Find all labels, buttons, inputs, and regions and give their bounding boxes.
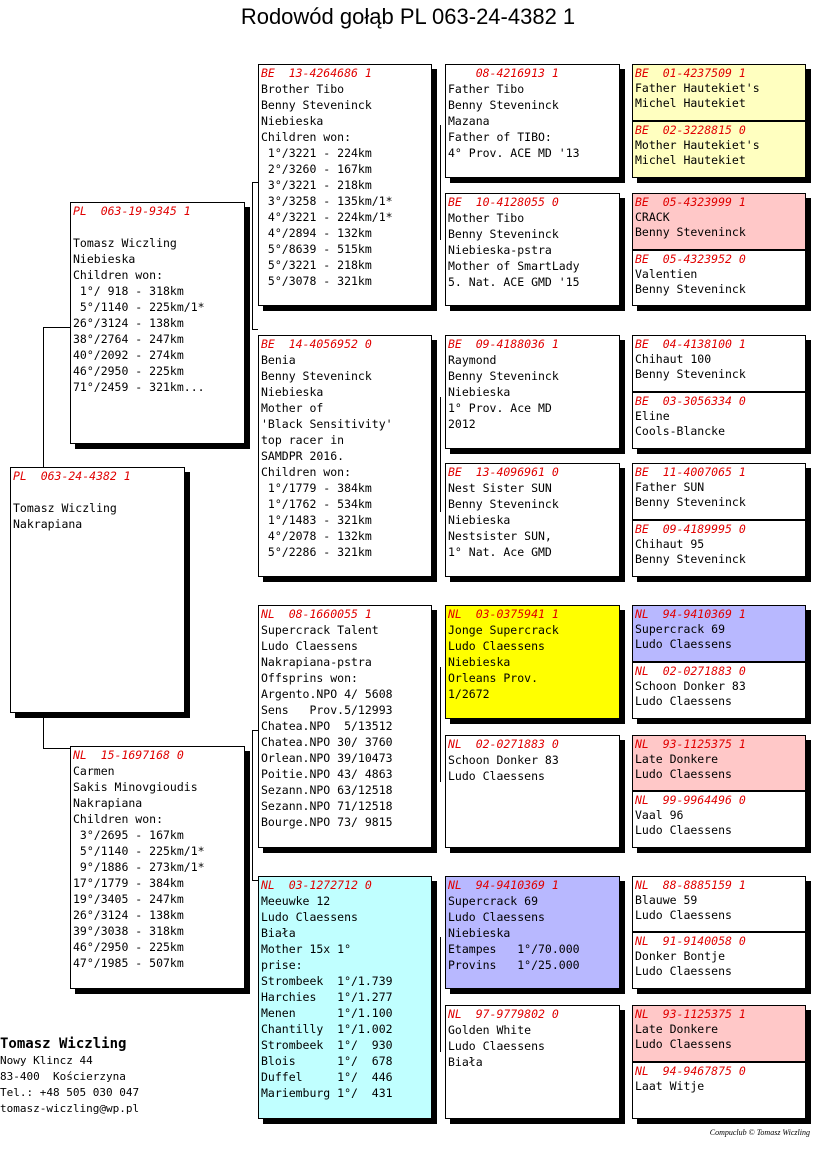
bird-details: [448, 352, 617, 432]
ring-number: NL 03-1272712 0: [261, 878, 372, 892]
bird-details: [635, 210, 803, 240]
bird-details: [635, 1079, 803, 1094]
bird-details: [448, 210, 617, 290]
connector-line: [252, 182, 253, 329]
detail-line: Donker Bontje: [635, 949, 726, 963]
detail-line: 2012: [448, 417, 476, 431]
detail-line: Ludo Claessens: [635, 1037, 732, 1051]
connector-line: [43, 327, 70, 328]
ring-number: NL 94-9467875 0: [635, 1064, 746, 1078]
detail-line: Benny Steveninck: [635, 367, 746, 381]
detail-line: Benny Steveninck: [635, 225, 746, 239]
detail-line: Late Donkere: [635, 1022, 719, 1036]
detail-line: Strombeek 1°/1.739: [261, 974, 393, 988]
ring-number: BE 10-4128055 0: [448, 195, 559, 209]
bird-details: [635, 679, 803, 709]
detail-line: Blois 1°/ 678: [261, 1054, 393, 1068]
detail-line: Carmen: [73, 764, 115, 778]
ring-number: NL 99-9964496 0: [635, 793, 746, 807]
detail-line: 46°/2950 - 225km: [73, 364, 184, 378]
detail-line: Ludo Claessens: [448, 910, 545, 924]
detail-line: Ludo Claessens: [635, 823, 732, 837]
detail-line: Benny Steveninck: [448, 497, 559, 511]
detail-line: 4°/2078 - 132km: [261, 529, 372, 543]
detail-line: 3°/3221 - 218km: [261, 178, 372, 192]
ring-number: NL 08-1660055 1: [261, 607, 372, 621]
detail-line: SAMDPR 2016.: [261, 449, 345, 463]
sire-dam-box[interactable]: [258, 335, 432, 577]
owner-name: Tomasz Wiczling: [0, 1036, 127, 1052]
detail-line: Ludo Claessens: [448, 769, 545, 783]
bird-details: [635, 752, 803, 782]
detail-line: 38°/2764 - 247km: [73, 332, 184, 346]
detail-line: Raymond: [448, 353, 497, 367]
detail-line: Harchies 1°/1.277: [261, 990, 393, 1004]
gen4-box-14[interactable]: [632, 932, 806, 989]
detail-line: Ludo Claessens: [635, 767, 732, 781]
detail-line: Tomasz Wiczling: [73, 236, 177, 250]
detail-line: Ludo Claessens: [635, 694, 732, 708]
detail-line: Niebieska: [73, 252, 136, 266]
detail-line: Biała: [448, 1055, 483, 1069]
detail-line: Menen 1°/1.100: [261, 1006, 393, 1020]
detail-line: 26°/3124 - 138km: [73, 908, 184, 922]
ggp-box-fff[interactable]: [445, 64, 620, 178]
detail-line: Children won:: [261, 130, 352, 144]
gen4-box-7[interactable]: [632, 463, 806, 520]
detail-line: Vaal 96: [635, 808, 684, 822]
detail-line: Chatea.NPO 30/ 3760: [261, 735, 393, 749]
ggp-box-mff[interactable]: [445, 605, 620, 719]
ring-number: NL 94-9410369 1: [448, 878, 559, 892]
detail-line: 2°/3260 - 167km: [261, 162, 372, 176]
bird-details: [13, 484, 182, 532]
detail-line: Orlean.NPO 39/10473: [261, 751, 393, 765]
detail-line: Supercrack 69: [448, 894, 539, 908]
detail-line: 17°/1779 - 384km: [73, 876, 184, 890]
detail-line: Mother Hautekiet's: [635, 138, 760, 152]
subject-bird-box[interactable]: [10, 467, 185, 713]
detail-line: Bourge.NPO 73/ 9815: [261, 815, 393, 829]
detail-line: Blauwe 59: [635, 893, 698, 907]
sire-box[interactable]: [70, 202, 245, 444]
detail-line: Benia: [261, 353, 296, 367]
bird-details: [635, 81, 803, 111]
ring-number: NL 15-1697168 0: [73, 748, 184, 762]
detail-line: Michel Hautekiet: [635, 96, 746, 110]
detail-line: Nestsister SUN,: [448, 529, 552, 543]
ggp-box-fmf[interactable]: [445, 335, 620, 449]
bird-details: [635, 409, 803, 439]
detail-line: 1/2672: [448, 687, 490, 701]
detail-line: Chantilly 1°/1.002: [261, 1022, 393, 1036]
detail-line: Benny Steveninck: [261, 98, 372, 112]
detail-line: Children won:: [73, 812, 164, 826]
detail-line: Eline: [635, 409, 670, 423]
bird-details: [73, 219, 242, 395]
detail-line: Ludo Claessens: [635, 964, 732, 978]
detail-line: Ludo Claessens: [635, 637, 732, 651]
detail-line: Niebieska: [448, 513, 511, 527]
detail-line: 19°/3405 - 247km: [73, 892, 184, 906]
detail-line: Ludo Claessens: [448, 639, 545, 653]
ring-number: BE 02-3228815 0: [635, 123, 746, 137]
ggp-box-mfm[interactable]: [445, 735, 620, 848]
bird-details: [635, 480, 803, 510]
ring-number: PL 063-24-4382 1: [13, 469, 131, 483]
detail-line: Mother of: [261, 401, 324, 415]
detail-line: 3°/3258 - 135km/1*: [261, 194, 393, 208]
detail-line: 4°/2894 - 132km: [261, 226, 372, 240]
ring-number: NL 93-1125375 1: [635, 1007, 746, 1021]
bird-details: [635, 622, 803, 652]
detail-line: 40°/2092 - 274km: [73, 348, 184, 362]
ring-number: BE 09-4189995 0: [635, 522, 746, 536]
detail-line: prise:: [261, 958, 303, 972]
detail-line: Sens Prov.5/12993: [261, 703, 393, 717]
detail-line: Jonge Supercrack: [448, 623, 559, 637]
ring-number: NL 02-0271883 0: [635, 664, 746, 678]
ring-number: NL 02-0271883 0: [448, 737, 559, 751]
gen4-box-3[interactable]: [632, 193, 806, 250]
ggp-box-mmm[interactable]: [445, 1005, 620, 1119]
detail-line: Benny Steveninck: [635, 495, 746, 509]
detail-line: 9°/1886 - 273km/1*: [73, 860, 205, 874]
gen4-box-5[interactable]: [632, 335, 806, 392]
gen4-box-11[interactable]: [632, 735, 806, 791]
ring-number: BE 01-4237509 1: [635, 66, 746, 80]
detail-line: Nakrapiana: [73, 796, 143, 810]
ggp-box-ffm[interactable]: [445, 193, 620, 306]
connector-line: [440, 125, 441, 240]
ring-number: NL 91-9140058 0: [635, 934, 746, 948]
owner-address: [0, 1053, 139, 1117]
detail-line: Argento.NPO 4/ 5608: [261, 687, 393, 701]
detail-line: Ludo Claessens: [635, 908, 732, 922]
detail-line: Niebieska: [448, 926, 511, 940]
ring-number: NL 88-8885159 1: [635, 878, 746, 892]
ring-number: BE 14-4056952 0: [261, 337, 372, 351]
detail-line: 4° Prov. ACE MD '13: [448, 146, 580, 160]
connector-line: [252, 329, 258, 330]
detail-line: Strombeek 1°/ 930: [261, 1038, 393, 1052]
detail-line: Tomasz Wiczling: [13, 501, 117, 515]
detail-line: 5°/1140 - 225km/1*: [73, 844, 205, 858]
ring-number: 08-4216913 1: [448, 66, 559, 80]
detail-line: top racer in: [261, 433, 345, 447]
dam-sire-box[interactable]: [258, 605, 432, 848]
detail-line: Brother Tibo: [261, 82, 345, 96]
detail-line: Niebieska: [448, 385, 511, 399]
detail-line: 3°/2695 - 167km: [73, 828, 184, 842]
bird-details: [448, 893, 617, 973]
bird-details: [635, 949, 803, 979]
detail-line: Etampes 1°/70.000: [448, 942, 580, 956]
detail-line: Nest Sister SUN: [448, 481, 552, 495]
detail-line: Schoon Donker 83: [448, 753, 559, 767]
gen4-box-15[interactable]: [632, 1005, 806, 1062]
detail-line: [73, 219, 242, 235]
detail-line: Ludo Claessens: [448, 1039, 545, 1053]
connector-line: [440, 937, 441, 1052]
bird-details: [448, 480, 617, 560]
gen4-box-10[interactable]: [632, 662, 806, 719]
ring-number: NL 94-9410369 1: [635, 607, 746, 621]
bird-details: [261, 81, 429, 289]
detail-line: Chatea.NPO 5/13512: [261, 719, 393, 733]
detail-line: Sezann.NPO 63/12518: [261, 783, 393, 797]
detail-line: Children won:: [261, 465, 352, 479]
detail-line: 1° Nat. Ace GMD: [448, 545, 552, 559]
detail-line: Niebieska: [448, 655, 511, 669]
ring-number: BE 03-3056334 0: [635, 394, 746, 408]
ring-number: NL 03-0375941 1: [448, 607, 559, 621]
bird-details: [635, 1022, 803, 1052]
connector-line: [43, 748, 70, 749]
detail-line: 1° Prov. Ace MD: [448, 401, 552, 415]
detail-line: Nakrapiana: [13, 517, 83, 531]
detail-line: 1°/1779 - 384km: [261, 481, 372, 495]
ggp-box-mmf[interactable]: [445, 876, 620, 989]
detail-line: Sezann.NPO 71/12518: [261, 799, 393, 813]
bird-details: [635, 267, 803, 297]
bird-details: [448, 81, 617, 161]
gen4-box-12[interactable]: [632, 791, 806, 848]
detail-line: 46°/2950 - 225km: [73, 940, 184, 954]
detail-line: Benny Steveninck: [635, 552, 746, 566]
detail-line: Benny Steveninck: [635, 282, 746, 296]
detail-line: CRACK: [635, 210, 670, 224]
detail-line: 'Black Sensitivity': [261, 417, 393, 431]
bird-details: [635, 893, 803, 923]
ring-number: BE 05-4323999 1: [635, 195, 746, 209]
detail-line: Father SUN: [635, 480, 705, 494]
detail-line: Benny Steveninck: [261, 369, 372, 383]
detail-line: 5°/2286 - 321km: [261, 545, 372, 559]
detail-line: Mariemburg 1°/ 431: [261, 1086, 393, 1100]
bird-details: [635, 352, 803, 382]
detail-line: Father Hautekiet's: [635, 81, 760, 95]
detail-line: Tel.: +48 505 030 047: [0, 1086, 140, 1099]
gen4-box-4[interactable]: [632, 250, 806, 306]
dam-dam-box[interactable]: [258, 876, 432, 1119]
detail-line: 5°/3078 - 321km: [261, 274, 372, 288]
detail-line: 1°/1483 - 321km: [261, 513, 372, 527]
bird-details: [635, 808, 803, 838]
detail-line: 26°/3124 - 138km: [73, 316, 184, 330]
detail-line: Mother 15x 1°: [261, 942, 352, 956]
ring-number: BE 11-4007065 1: [635, 465, 746, 479]
detail-line: Sakis Minovgioudis: [73, 780, 198, 794]
detail-line: [13, 484, 182, 500]
detail-line: Poitie.NPO 43/ 4863: [261, 767, 393, 781]
detail-line: Benny Steveninck: [448, 369, 559, 383]
detail-line: Cools-Blancke: [635, 424, 726, 438]
bird-details: [448, 1022, 617, 1070]
detail-line: Provins 1°/25.000: [448, 958, 580, 972]
sire-sire-box[interactable]: [258, 64, 432, 306]
bird-details: [448, 622, 617, 702]
dam-box[interactable]: [70, 746, 245, 989]
detail-line: Late Donkere: [635, 752, 719, 766]
pedigree-title: Rodowód gołąb PL 063-24-4382 1: [240, 4, 576, 29]
detail-line: Supercrack 69: [635, 622, 726, 636]
detail-line: Father Tibo: [448, 82, 525, 96]
detail-line: 4°/3221 - 224km/1*: [261, 210, 393, 224]
detail-line: Niebieska: [261, 114, 324, 128]
detail-line: Nakrapiana-pstra: [261, 655, 372, 669]
detail-line: Biała: [261, 926, 296, 940]
bird-details: [261, 352, 429, 560]
bird-details: [261, 893, 429, 1101]
bird-details: [261, 622, 429, 830]
detail-line: Niebieska: [261, 385, 324, 399]
detail-line: 47°/1985 - 507km: [73, 956, 184, 970]
detail-line: 5°/1140 - 225km/1*: [73, 300, 205, 314]
connector-line: [440, 667, 441, 782]
detail-line: Valentien: [635, 267, 698, 281]
detail-line: Offsprins won:: [261, 671, 358, 685]
bird-details: [448, 752, 617, 784]
ring-number: BE 04-4138100 1: [635, 337, 746, 351]
detail-line: Laat Witje: [635, 1079, 705, 1093]
ring-number: NL 97-9779802 0: [448, 1007, 559, 1021]
detail-line: Mother Tibo: [448, 211, 525, 225]
connector-line: [43, 327, 44, 467]
detail-line: Golden White: [448, 1023, 532, 1037]
detail-line: Ludo Claessens: [261, 639, 358, 653]
detail-line: 5°/3221 - 218km: [261, 258, 372, 272]
ring-number: NL 93-1125375 1: [635, 737, 746, 751]
gen4-box-6[interactable]: [632, 392, 806, 449]
detail-line: 83-400 Kościerzyna: [0, 1070, 126, 1083]
detail-line: Meeuwke 12: [261, 894, 331, 908]
detail-line: tomasz-wiczling@wp.pl: [0, 1102, 140, 1115]
ring-number: BE 05-4323952 0: [635, 252, 746, 266]
ring-number: BE 13-4096961 0: [448, 465, 559, 479]
detail-line: Chihaut 95: [635, 537, 705, 551]
detail-line: 5. Nat. ACE GMD '15: [448, 275, 580, 289]
detail-line: 39°/3038 - 318km: [73, 924, 184, 938]
detail-line: Children won:: [73, 268, 164, 282]
detail-line: 1°/ 918 - 318km: [73, 284, 184, 298]
owner-info: [0, 1035, 139, 1117]
detail-line: Nowy Klincz 44: [0, 1054, 93, 1067]
detail-line: Duffel 1°/ 446: [261, 1070, 393, 1084]
ring-number: BE 09-4188036 1: [448, 337, 559, 351]
detail-line: Niebieska-pstra: [448, 243, 552, 257]
bird-details: [73, 763, 242, 971]
detail-line: 5°/8639 - 515km: [261, 242, 372, 256]
detail-line: 1°/1762 - 534km: [261, 497, 372, 511]
detail-line: Mother of SmartLady: [448, 259, 580, 273]
footer-credit: Compuclub © Tomasz Wiczling: [709, 1128, 810, 1137]
detail-line: Schoon Donker 83: [635, 679, 746, 693]
detail-line: Benny Steveninck: [448, 98, 559, 112]
bird-details: [635, 138, 803, 168]
connector-line: [43, 713, 44, 748]
gen4-box-1[interactable]: [632, 64, 806, 121]
detail-line: 1°/3221 - 224km: [261, 146, 372, 160]
detail-line: Mazana: [448, 114, 490, 128]
connector-line: [440, 397, 441, 512]
detail-line: Ludo Claessens: [261, 910, 358, 924]
detail-line: Michel Hautekiet: [635, 153, 746, 167]
ggp-box-fmm[interactable]: [445, 463, 620, 577]
gen4-box-2[interactable]: [632, 121, 806, 178]
detail-line: Father of TIBO:: [448, 130, 552, 144]
connector-line: [252, 730, 253, 880]
ring-number: BE 13-4264686 1: [261, 66, 372, 80]
gen4-box-8[interactable]: [632, 520, 806, 577]
gen4-box-13[interactable]: [632, 876, 806, 932]
bird-details: [635, 537, 803, 567]
detail-line: Supercrack Talent: [261, 623, 379, 637]
gen4-box-16[interactable]: [632, 1062, 806, 1119]
detail-line: Benny Steveninck: [448, 227, 559, 241]
detail-line: Chihaut 100: [635, 352, 712, 366]
detail-line: 71°/2459 - 321km...: [73, 380, 205, 394]
gen4-box-9[interactable]: [632, 605, 806, 662]
detail-line: Orleans Prov.: [448, 671, 539, 685]
ring-number: PL 063-19-9345 1: [73, 204, 191, 218]
